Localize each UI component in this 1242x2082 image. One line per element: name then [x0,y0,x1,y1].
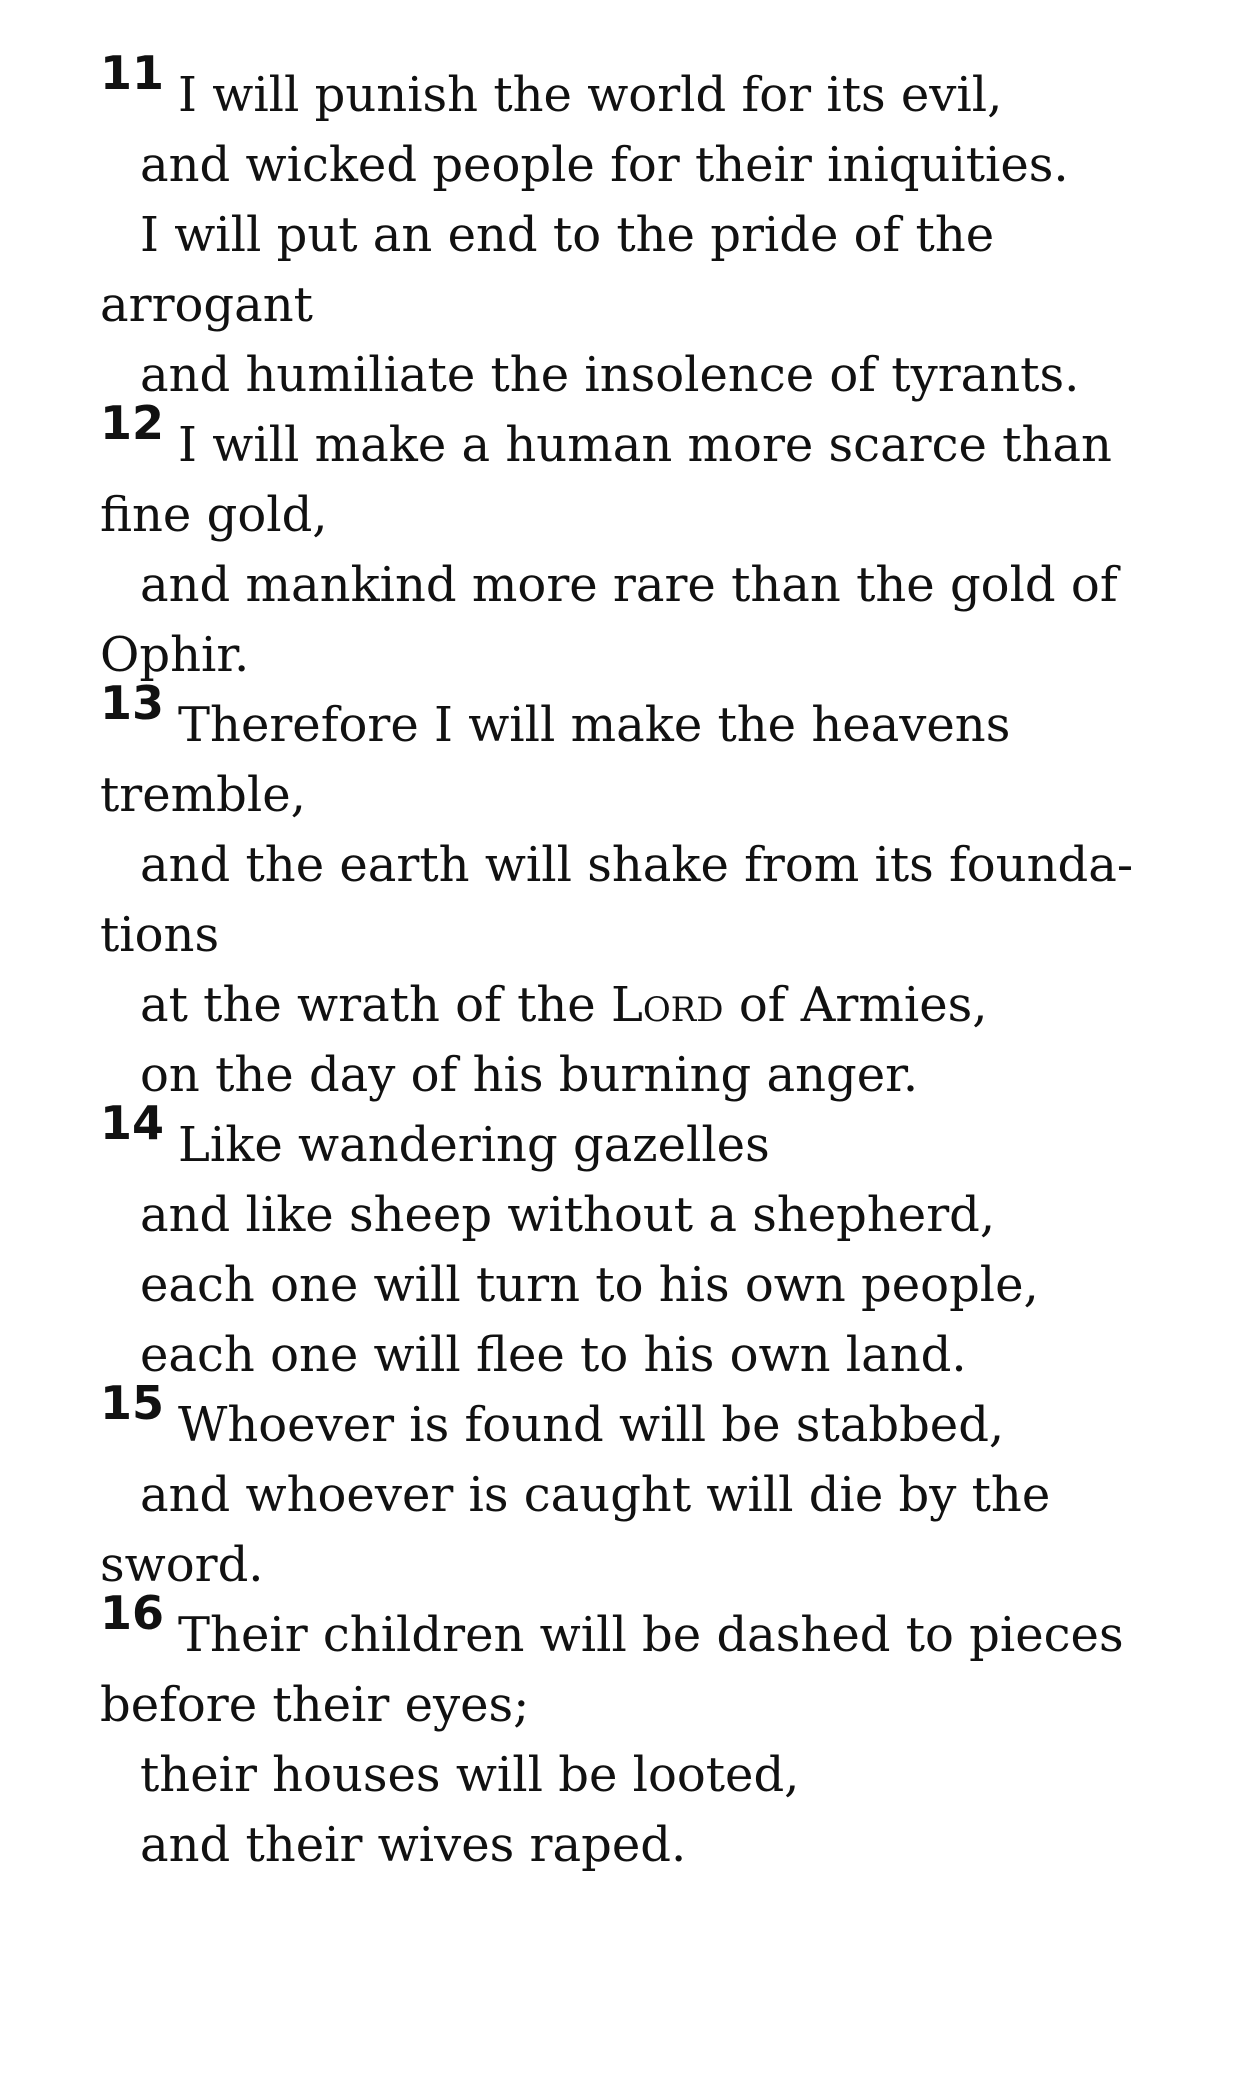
verse-line: and whoever is caught will die by the [140,1467,1051,1523]
verse-text: of Armies, [738,977,988,1033]
verse-line [100,46,1202,130]
verse-text: I will punish the world for its evil, [178,67,1003,123]
verse-number: 13 [100,676,165,730]
verse-line: fine gold, [100,487,328,543]
verse-line: before their eyes; [100,1677,530,1733]
verse-11 [100,46,1202,410]
verse-line: and wicked people for their iniquities. [140,137,1069,193]
verse-line [100,1376,1202,1460]
verse-text: Their children will be dashed to pieces [178,1607,1124,1663]
verse-15 [100,1376,1202,1600]
verse-line: and humiliate the insolence of tyrants. [140,347,1080,403]
verse-text: Whoever is found will be stabbed, [178,1397,1005,1453]
verse-line: their houses will be looted, [140,1747,800,1803]
verse-line: and like sheep without a shepherd, [140,1187,996,1243]
verse-line: each one will turn to his own people, [140,1257,1039,1313]
verse-line: I will put an end to the pride of the [140,207,995,263]
verse-13 [100,676,1202,1110]
verse-14 [100,1096,1202,1390]
verse-line [100,970,1202,1040]
verse-12 [100,396,1202,690]
verse-line: sword. [100,1537,264,1593]
verse-line [100,1586,1202,1670]
verse-16 [100,1586,1202,1880]
verse-line: and mankind more rare than the gold of [140,557,1118,613]
divine-name: Lord [610,977,724,1033]
verse-text: at the wrath of the [140,977,596,1033]
verse-line [100,396,1202,480]
verse-text: Therefore I will make the heavens [178,697,1011,753]
verse-line: arrogant [100,277,313,333]
verse-text: Like wandering gazelles [178,1117,770,1173]
verse-text: I will make a human more scarce than [178,417,1112,473]
verse-line: each one will flee to his own land. [140,1327,967,1383]
verse-number: 12 [100,396,165,450]
verse-line: tremble, [100,767,306,823]
verse-number: 16 [100,1586,165,1640]
verse-line: on the day of his burning anger. [140,1047,919,1103]
verse-line [100,676,1202,760]
verse-number: 15 [100,1376,165,1430]
verse-line: tions [100,907,220,963]
verse-number: 14 [100,1096,165,1150]
verse-line [100,1096,1202,1180]
verse-number: 11 [100,46,165,100]
verse-line: Ophir. [100,627,250,683]
verse-line: and their wives raped. [140,1817,687,1873]
verse-line: and the earth will shake from its founda- [140,837,1134,893]
